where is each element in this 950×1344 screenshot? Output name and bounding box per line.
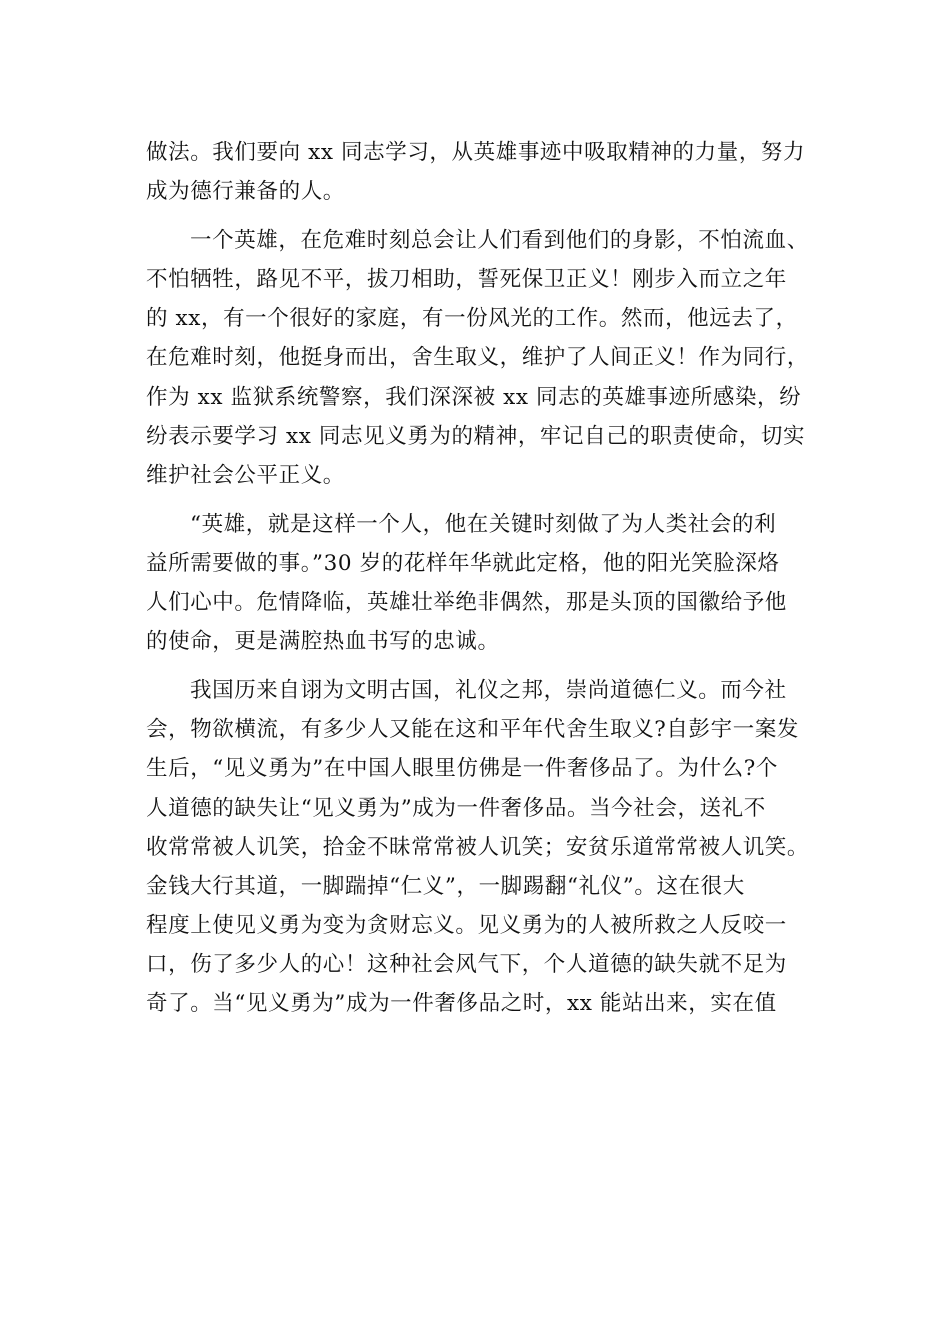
text-line: 生后，“见义勇为”在中国人眼里仿佛是一件奢侈品了。为什么?个 [146,756,779,782]
text-line: 奇了。当“见义勇为”成为一件奢侈品之时，xx 能站出来，实在值 [146,990,777,1016]
paragraph-2 [146,221,824,495]
text-line: 会，物欲横流，有多少人又能在这和平年代舍生取义?自彭宇一案发 [146,717,800,743]
text-line: 一个英雄，在危难时刻总会让人们看到他们的身影，不怕流血、 [190,228,809,254]
text-line: 程度上使见义勇为变为贪财忘义。见义勇为的人被所救之人反咬一 [146,912,787,938]
paragraph-3 [146,505,824,661]
text-line: 人们心中。危情降临，英雄壮举绝非偶然，那是头顶的国徽给予他 [146,590,787,616]
text-line: 纷表示要学习 xx 同志见义勇为的精神，牢记自己的职责使命，切实 [146,423,806,449]
text-line: 益所需要做的事。”30 岁的花样年华就此定格，他的阳光笑脸深烙 [146,550,780,576]
paragraph-4 [146,671,824,1023]
text-line: 我国历来自诩为文明古国，礼仪之邦，崇尚道德仁义。而今社 [190,678,787,704]
text-line: 口，伤了多少人的心！这种社会风气下，个人道德的缺失就不足为 [146,951,787,977]
text-line: 的使命，更是满腔热血书写的忠诚。 [146,629,500,655]
text-line: 人道德的缺失让“见义勇为”成为一件奢侈品。当今社会，送礼不 [146,795,766,821]
text-line: 成为德行兼备的人。 [146,179,345,205]
text-line: 在危难时刻，他挺身而出，舍生取义，维护了人间正义！作为同行， [146,345,810,371]
text-line: 作为 xx 监狱系统警察，我们深深被 xx 同志的英雄事迹所感染，纷 [146,384,802,410]
text-line: 收常常被人讥笑，拾金不昧常常被人讥笑；安贫乐道常常被人讥笑。 [146,834,810,860]
text-line: 金钱大行其道，一脚踹掉“仁义”，一脚踢翻“礼仪”。这在很大 [146,873,745,899]
paragraph-1 [146,133,824,211]
document-body [146,133,824,1023]
text-line: 不怕牺牲，路见不平，拔刀相助，誓死保卫正义！刚步入而立之年 [146,267,787,293]
text-line: 维护社会公平正义。 [146,462,345,488]
text-line: 做法。我们要向 xx 同志学习，从英雄事迹中吸取精神的力量，努力 [146,140,806,165]
text-line: 的 xx，有一个很好的家庭，有一份风光的工作。然而，他远去了， [146,306,798,332]
text-line: “英雄，就是这样一个人，他在关键时刻做了为人类社会的利 [190,511,777,537]
